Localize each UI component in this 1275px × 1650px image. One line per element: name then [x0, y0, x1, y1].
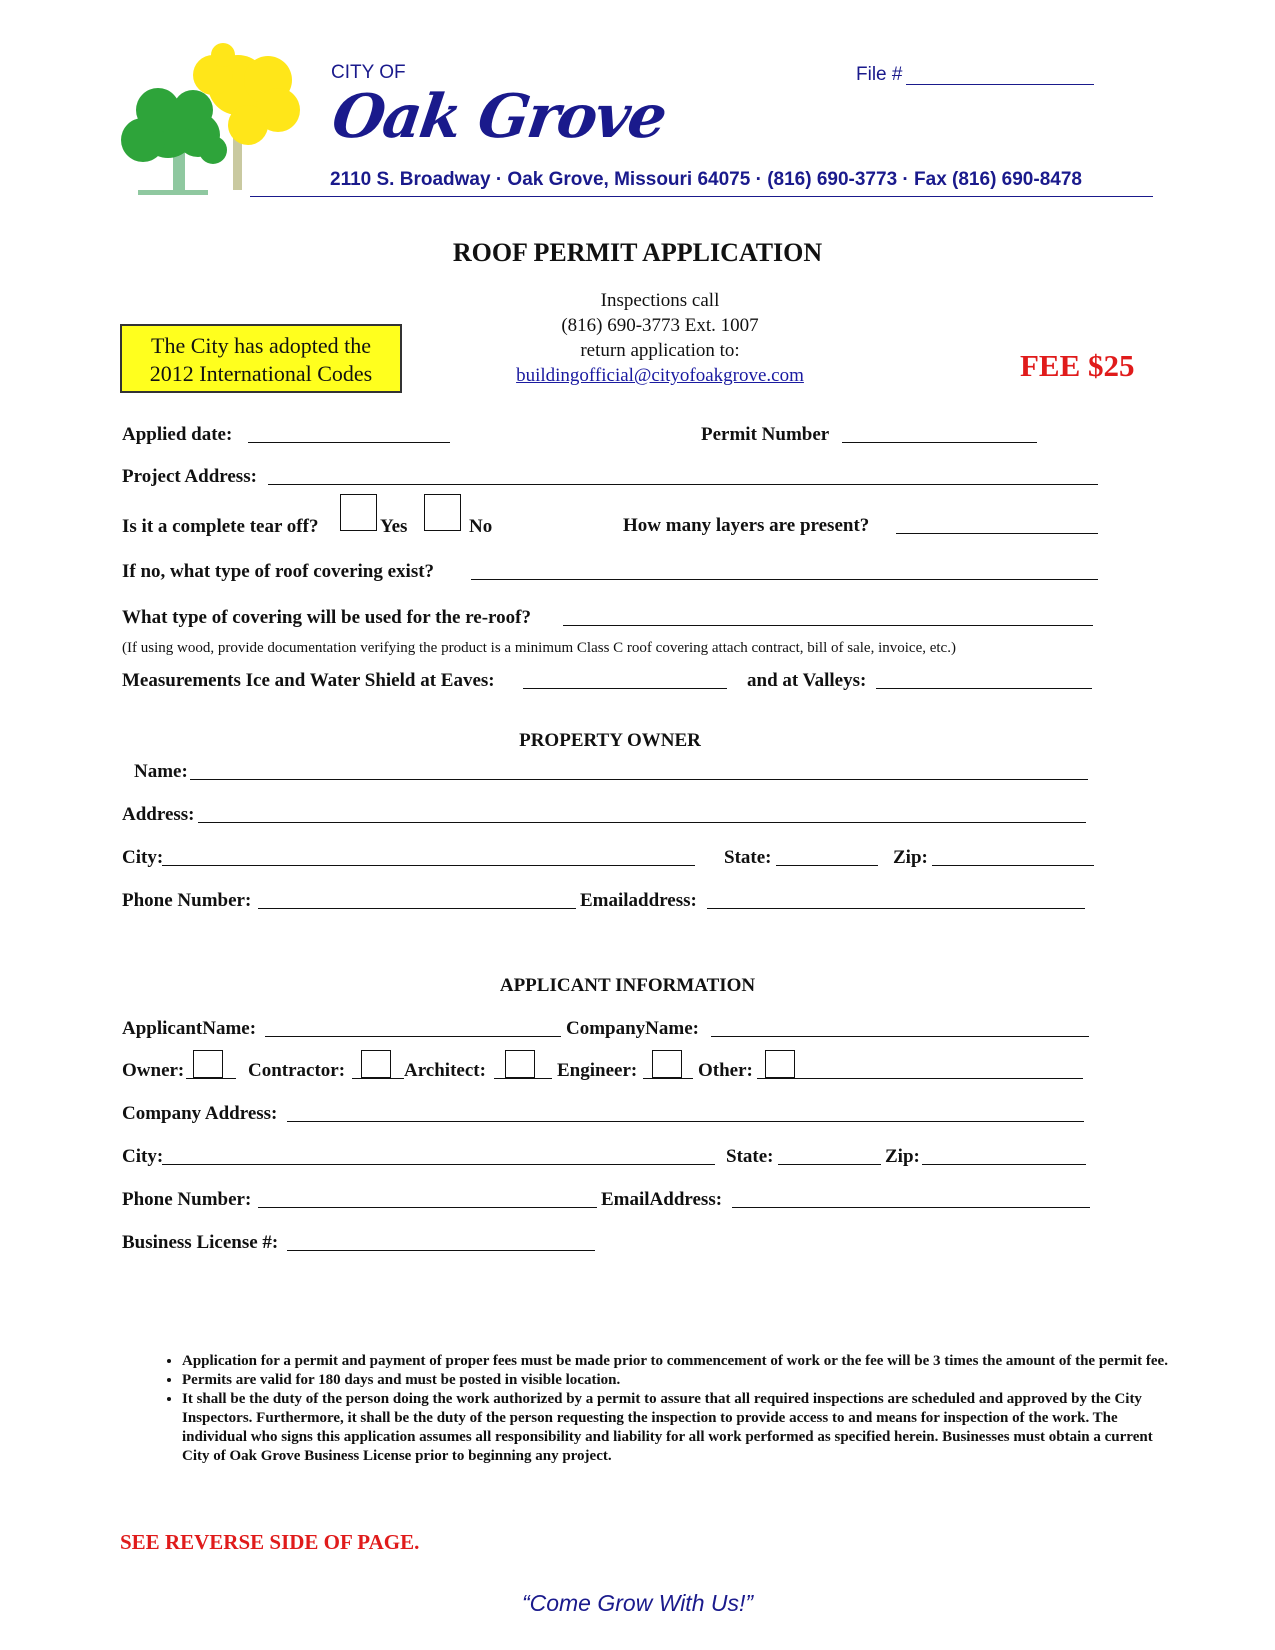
oak-trees-logo [118, 40, 313, 210]
role-architect-label: Architect: [404, 1060, 486, 1081]
reverse-side-note: SEE REVERSE SIDE OF PAGE. [120, 1530, 420, 1554]
applicant-city-field[interactable] [162, 1164, 715, 1165]
applicant-name-field[interactable] [265, 1036, 561, 1037]
city-address: 2110 S. Broadway · Oak Grove, Missouri 64075 · (816) 690-3773 · Fax (816) 690-8478 [330, 169, 1082, 190]
ice-shield-eaves-field[interactable] [523, 688, 727, 689]
codes-line-2: 2012 International Codes [149, 361, 373, 386]
owner-phone-field[interactable] [258, 908, 576, 909]
tear-off-no-label: No [469, 516, 493, 537]
ice-shield-eaves-label: Measurements Ice and Water Shield at Eaves: [122, 670, 495, 691]
tear-off-no-checkbox[interactable] [424, 494, 461, 531]
company-address-field[interactable] [287, 1121, 1084, 1122]
applicant-state-label: State: [726, 1146, 774, 1167]
role-other-label: Other: [698, 1060, 753, 1081]
role-engineer-label: Engineer: [557, 1060, 638, 1081]
header-divider [250, 196, 1153, 197]
company-name-field[interactable] [711, 1036, 1089, 1037]
business-license-label: Business License #: [122, 1232, 279, 1253]
owner-address-label: Address: [122, 804, 195, 825]
applicant-email-label: EmailAddress: [601, 1189, 723, 1210]
existing-covering-label: If no, what type of roof covering exist? [122, 561, 435, 582]
owner-city-label: City: [122, 847, 164, 868]
list-item: • It shall be the duty of the person doing the work authorized by a permit to assure that all required inspections are scheduled and approved by the City Inspectors. Furthermore, it shall be the duty of the person requesting the inspection to provide access to and means for inspection of the work. The individual who signs this application assumes all responsibility and liability for all work performed as specified herein. Businesses must obtain a current City of Oak Grove Business License prior to beginning any project. [182, 1390, 1172, 1466]
project-address-label: Project Address: [122, 466, 257, 487]
wood-documentation-note: (If using wood, provide documentation verifying the product is a minimum Class C roof covering attach contract, bill of sale, invoice, etc.) [122, 640, 956, 656]
role-other-checkbox[interactable] [765, 1050, 795, 1078]
inspections-line-1: Inspections call [600, 290, 720, 311]
applicant-info-heading: APPLICANT INFORMATION [499, 975, 756, 996]
valleys-field[interactable] [876, 688, 1092, 689]
owner-state-label: State: [724, 847, 772, 868]
permit-number-field[interactable] [842, 442, 1037, 443]
role-architect-underline [494, 1078, 552, 1079]
property-owner-heading: PROPERTY OWNER [519, 730, 701, 751]
layers-field[interactable] [896, 533, 1098, 534]
city-name-wordmark: Oak Grove [328, 82, 670, 152]
owner-city-field[interactable] [162, 865, 695, 866]
owner-name-label: Name: [134, 761, 188, 782]
company-address-label: Company Address: [122, 1103, 278, 1124]
business-license-field[interactable] [287, 1250, 595, 1251]
tear-off-yes-checkbox[interactable] [340, 494, 377, 531]
role-contractor-label: Contractor: [248, 1060, 346, 1081]
slogan: “Come Grow With Us!” [521, 1590, 754, 1616]
role-owner-label: Owner: [122, 1060, 185, 1081]
inspections-phone: (816) 690-3773 Ext. 1007 [561, 315, 759, 336]
reroof-covering-label: What type of covering will be used for the re-roof? [122, 607, 531, 628]
inspections-contact [475, 288, 845, 388]
role-other-field[interactable] [757, 1078, 1083, 1079]
tear-off-yes-label: Yes [380, 516, 408, 537]
existing-covering-field[interactable] [471, 579, 1098, 580]
owner-zip-label: Zip: [893, 847, 928, 868]
applicant-city-label: City: [122, 1146, 164, 1167]
role-owner-underline [186, 1078, 236, 1079]
role-engineer-underline [643, 1078, 693, 1079]
role-architect-checkbox[interactable] [505, 1050, 535, 1078]
list-item: • Permits are valid for 180 days and must be posted in visible location. [182, 1371, 1172, 1390]
codes-notice-box [120, 324, 402, 393]
applicant-phone-label: Phone Number: [122, 1189, 252, 1210]
owner-zip-field[interactable] [932, 865, 1094, 866]
tear-off-label: Is it a complete tear off? [122, 516, 319, 537]
permit-conditions-list [142, 1352, 1172, 1466]
owner-state-field[interactable] [776, 865, 878, 866]
city-of-label: CITY OF [331, 62, 406, 83]
owner-address-field[interactable] [198, 822, 1086, 823]
codes-line-1: The City has adopted the [151, 333, 371, 358]
role-contractor-underline [352, 1078, 404, 1079]
project-address-field[interactable] [268, 484, 1098, 485]
file-number-label: File # [856, 64, 903, 85]
list-item: • Application for a permit and payment of proper fees must be made prior to commencement of work or the fee will be 3 times the amount of the permit fee. [182, 1352, 1172, 1371]
email-link[interactable]: buildingofficial@cityofoakgrove.com [516, 365, 804, 386]
applicant-zip-label: Zip: [885, 1146, 920, 1167]
fee-label: FEE $25 [1020, 348, 1135, 383]
owner-phone-label: Phone Number: [122, 890, 252, 911]
return-instruction: return application to: [580, 340, 740, 361]
file-number-field[interactable] [906, 84, 1094, 85]
applied-date-field[interactable] [248, 442, 450, 443]
applicant-name-label: ApplicantName: [122, 1018, 257, 1039]
applicant-state-field[interactable] [778, 1164, 881, 1165]
applied-date-label: Applied date: [122, 424, 233, 445]
applicant-phone-field[interactable] [258, 1207, 597, 1208]
role-engineer-checkbox[interactable] [652, 1050, 682, 1078]
page-title: ROOF PERMIT APPLICATION [452, 238, 823, 267]
owner-name-field[interactable] [190, 779, 1088, 780]
applicant-zip-field[interactable] [922, 1164, 1086, 1165]
permit-number-label: Permit Number [701, 424, 830, 445]
role-owner-checkbox[interactable] [193, 1050, 223, 1078]
valleys-label: and at Valleys: [747, 670, 867, 691]
owner-email-label: Emailaddress: [580, 890, 697, 911]
layers-label: How many layers are present? [623, 515, 870, 536]
role-contractor-checkbox[interactable] [361, 1050, 391, 1078]
reroof-covering-field[interactable] [563, 625, 1093, 626]
company-name-label: CompanyName: [566, 1018, 699, 1039]
owner-email-field[interactable] [707, 908, 1085, 909]
applicant-email-field[interactable] [732, 1207, 1090, 1208]
